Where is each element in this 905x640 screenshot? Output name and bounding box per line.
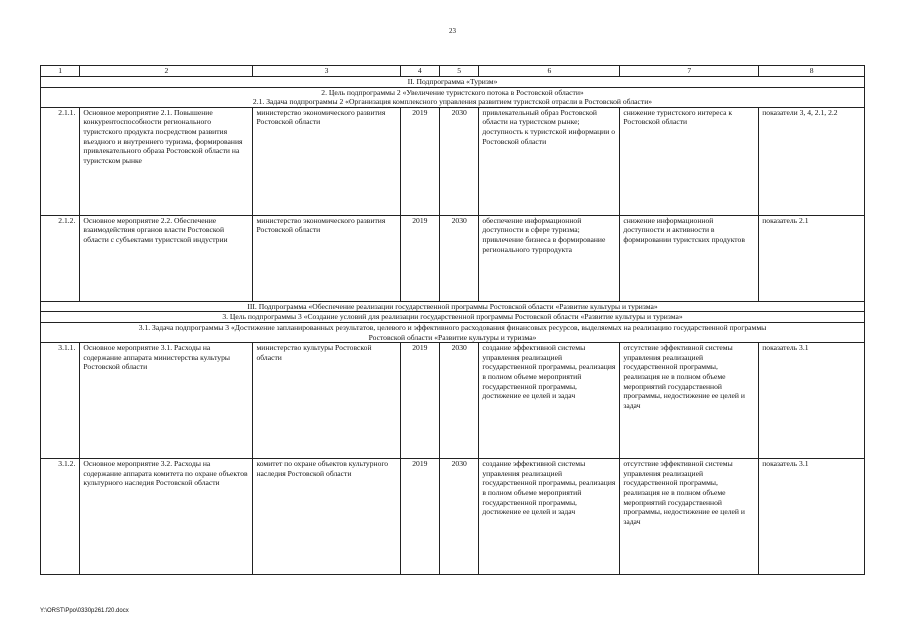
goal-title: 2. Цель подпрограммы 2 «Увеличение туристского потока в Ростовской области» bbox=[41, 87, 865, 97]
consequence-cell: снижение туристского интереса к Ростовской области bbox=[620, 107, 759, 215]
subprogram-title: III. Подпрограмма «Обеспечение реализации государственной программы Ростовской области «Развитие культуры и туризма» bbox=[41, 301, 865, 312]
column-header: 3 bbox=[253, 66, 400, 77]
table-row bbox=[41, 459, 865, 575]
measure-cell: Основное мероприятие 2.2. Обеспечение взаимодействия органов власти Ростовской области с субъектами туристской индустрии bbox=[80, 215, 253, 301]
end-year-cell: 2030 bbox=[440, 343, 479, 459]
goal-title: 3. Цель подпрограммы 3 «Создание условий для реализации государственной программы Ростовской области «Развитие культуры и туризма» bbox=[41, 312, 865, 323]
column-header: 5 bbox=[440, 66, 479, 77]
start-year-cell: 2019 bbox=[400, 343, 439, 459]
measure-cell: Основное мероприятие 3.1. Расходы на содержание аппарата министерства культуры Ростовской области bbox=[80, 343, 253, 459]
task-title: 2.1. Задача подпрограммы 2 «Организация комплексного управления развитием туристской отрасли в Ростовской области» bbox=[41, 97, 865, 107]
end-year-cell: 2030 bbox=[440, 215, 479, 301]
result-cell: создание эффективной системы управления реализацией государственной программы, реализация в полном объеме мероприятий государственной программы, достижение ее целей и задач bbox=[479, 343, 620, 459]
section-row bbox=[41, 301, 865, 312]
consequence-cell: отсутствие эффективной системы управления реализацией государственной программы, реализация не в полном объеме мероприятий государственной программы, недостижение ее целей и задач bbox=[620, 459, 759, 575]
end-year-cell: 2030 bbox=[440, 459, 479, 575]
measure-cell: Основное мероприятие 2.1. Повышение конкурентоспособности регионального туристского продукта посредством развития въездного и внутреннего туризма, формирования привлекательного образа Ростовской области на туристском рынке bbox=[80, 107, 253, 215]
executor-cell: министерство культуры Ростовской области bbox=[253, 343, 400, 459]
result-cell: обеспечение информационной доступности в сфере туризма; привлечение бизнеса в формирование регионального турпродукта bbox=[479, 215, 620, 301]
subprogram-title: II. Подпрограмма «Туризм» bbox=[41, 77, 865, 88]
column-header: 7 bbox=[620, 66, 759, 77]
result-cell: создание эффективной системы управления реализацией государственной программы, реализация в полном объеме мероприятий государственной программы, достижение ее целей и задач bbox=[479, 459, 620, 575]
result-cell: привлекательный образ Ростовской области на туристском рынке; доступность к туристской информации о Ростовской области bbox=[479, 107, 620, 215]
column-header: 2 bbox=[80, 66, 253, 77]
executor-cell: комитет по охране объектов культурного наследия Ростовской области bbox=[253, 459, 400, 575]
start-year-cell: 2019 bbox=[400, 215, 439, 301]
executor-cell: министерство экономического развития Ростовской области bbox=[253, 215, 400, 301]
section-row bbox=[41, 322, 865, 342]
indicator-cell: показатели 3, 4, 2.1, 2.2 bbox=[759, 107, 865, 215]
section-row bbox=[41, 77, 865, 88]
table-row bbox=[41, 343, 865, 459]
measures-table bbox=[40, 65, 865, 575]
measure-cell: Основное мероприятие 3.2. Расходы на содержание аппарата комитета по охране объектов культурного наследия Ростовской области bbox=[80, 459, 253, 575]
executor-cell: министерство экономического развития Ростовской области bbox=[253, 107, 400, 215]
consequence-cell: снижение информационной доступности и активности в формировании туристских продуктов bbox=[620, 215, 759, 301]
start-year-cell: 2019 bbox=[400, 107, 439, 215]
start-year-cell: 2019 bbox=[400, 459, 439, 575]
file-path-footer: Y:\ORST\Ppo\0330p261.f20.docx bbox=[40, 608, 129, 614]
row-number: 2.1.2. bbox=[41, 215, 80, 301]
task-title: 3.1. Задача подпрограммы 3 «Достижение запланированных результатов, целевого и эффективного расходования финансовых ресурсов, выделяемых на реализацию государственной программы Ростовской области «Развитие культуры и туризма» bbox=[41, 322, 865, 342]
section-row bbox=[41, 87, 865, 97]
column-header: 4 bbox=[400, 66, 439, 77]
column-header: 6 bbox=[479, 66, 620, 77]
row-number: 3.1.1. bbox=[41, 343, 80, 459]
row-number: 3.1.2. bbox=[41, 459, 80, 575]
table-row bbox=[41, 107, 865, 215]
indicator-cell: показатель 2.1 bbox=[759, 215, 865, 301]
section-row bbox=[41, 97, 865, 107]
page-number: 23 bbox=[449, 27, 456, 35]
consequence-cell: отсутствие эффективной системы управления реализацией государственной программы, реализация не в полном объеме мероприятий государственной программы, недостижение ее целей и задач bbox=[620, 343, 759, 459]
table-row bbox=[41, 215, 865, 301]
indicator-cell: показатель 3.1 bbox=[759, 459, 865, 575]
end-year-cell: 2030 bbox=[440, 107, 479, 215]
section-row bbox=[41, 312, 865, 323]
column-header: 1 bbox=[41, 66, 80, 77]
column-header: 8 bbox=[759, 66, 865, 77]
column-number-row bbox=[41, 66, 865, 77]
row-number: 2.1.1. bbox=[41, 107, 80, 215]
indicator-cell: показатель 3.1 bbox=[759, 343, 865, 459]
